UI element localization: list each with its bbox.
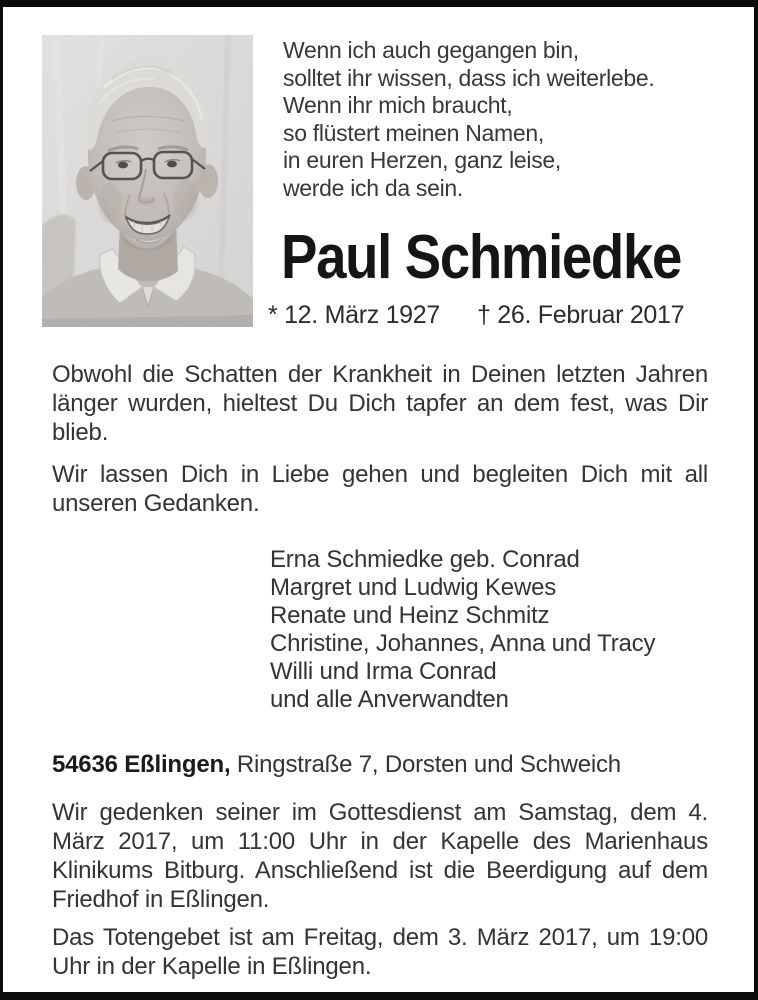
poem-line: in euren Herzen, ganz leise, (283, 147, 561, 173)
poem-line: Wenn ihr mich braucht, (283, 92, 513, 118)
deceased-name: Paul Schmiedke (281, 223, 682, 292)
poem-line: werde ich da sein. (283, 174, 463, 201)
address-line (52, 751, 621, 779)
mourners-list (270, 546, 655, 714)
mourner-line: und alle Anverwandten (270, 686, 509, 713)
poem-line: so flüstert meinen Namen, (283, 119, 544, 146)
poem-line: solltet ihr wissen, dass ich weiterlebe. (283, 64, 655, 91)
poem-line: Wenn ich auch gegangen bin, (283, 37, 579, 63)
mourning-paragraph-2: Wir lassen Dich in Liebe gehen und begleiten Dich mit all unseren Gedanken. (52, 461, 708, 517)
prayer-paragraph: Das Totengebet ist am Freitag, dem 3. März 2017, um 19:00 Uhr in der Kapelle in Eßlingen. (52, 924, 708, 980)
death-date: † 26. Februar 2017 (477, 301, 685, 329)
memorial-service-paragraph: Wir gedenken seiner im Gottesdienst am Samstag, dem 4. März 2017, um 11:00 Uhr in der Kapelle des Marienhaus Klinikums Bitburg. Anschließend ist die Beerdigung auf dem Friedhof in Eßlingen. (52, 799, 708, 913)
mourning-paragraph-1: Obwohl die Schatten der Krankheit in Deinen letzten Jahren länger wurden, hieltest Du Dich tapfer an dem fest, was Dir blieb. (52, 361, 708, 446)
mourner-line: Renate und Heinz Schmitz (270, 602, 550, 629)
portrait-photo (42, 35, 253, 327)
poem (283, 37, 655, 202)
mourner-line: Willi und Irma Conrad (270, 658, 497, 685)
address-city: 54636 Eßlingen, (52, 751, 231, 778)
birth-date: * 12. März 1927 (268, 301, 440, 329)
address-rest: Ringstraße 7, Dorsten und Schweich (230, 751, 621, 778)
mourner-line: Erna Schmiedke geb. Conrad (270, 546, 580, 573)
mourner-line: Margret und Ludwig Kewes (270, 574, 557, 601)
mourner-line: Christine, Johannes, Anna und Tracy (270, 630, 656, 657)
